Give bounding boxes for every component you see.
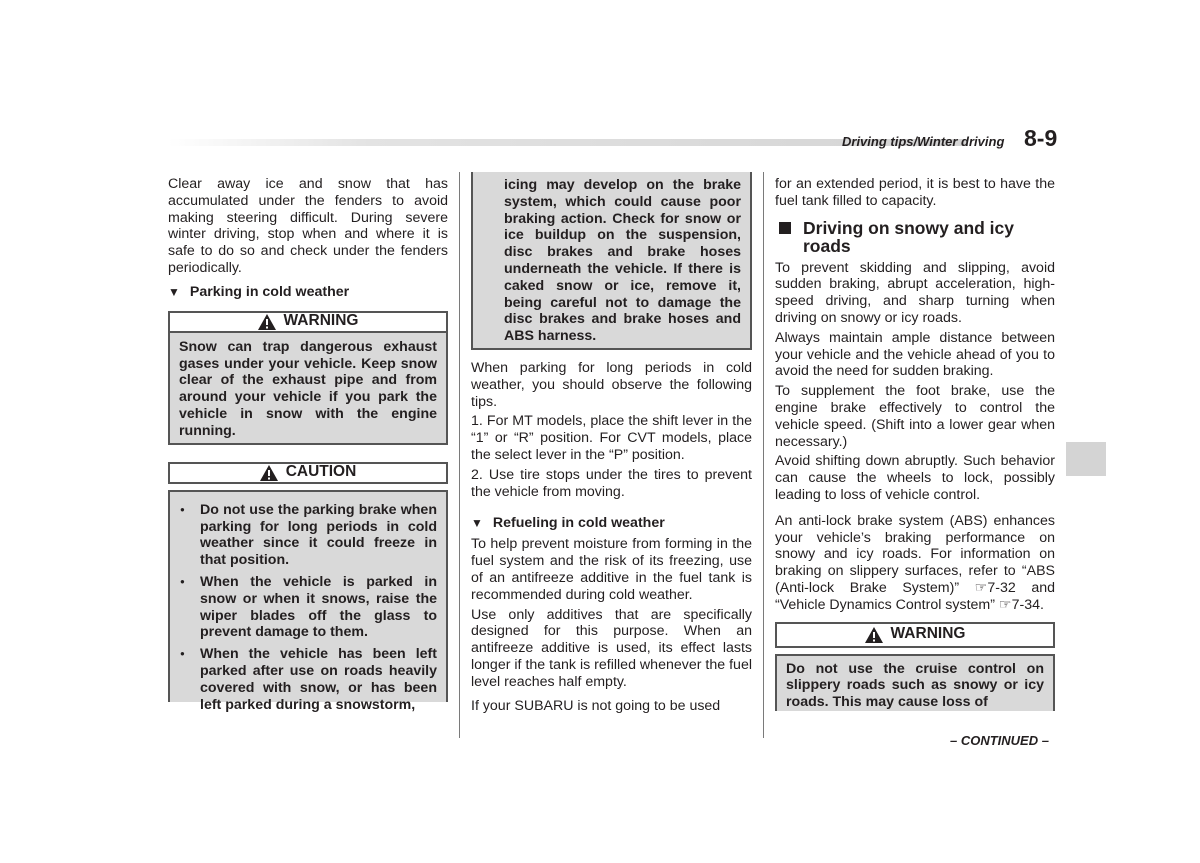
warning-label: WARNING (283, 312, 359, 330)
column-divider (459, 172, 460, 738)
warning-box (168, 311, 448, 445)
snowy-paragraph-4: Avoid shifting down abruptly. Such behavior can cause the wheels to lock, possibly leading to loss of vehicle control. (775, 453, 1055, 503)
triangle-down-icon: ▼ (168, 284, 180, 299)
page-number: 8-9 (1024, 125, 1058, 151)
continued-label: – CONTINUED – (950, 733, 1049, 748)
triangle-down-icon: ▼ (471, 516, 483, 531)
warning-body: Do not use the cruise control on slippery roads such as snowy or icy roads. This may cause loss of (775, 654, 1055, 711)
section-title-header: Driving tips/Winter driving (842, 134, 1005, 149)
tip-2: 2. Use tire stops under the tires to prevent the vehicle from moving. (471, 466, 752, 500)
column-3 (775, 176, 1055, 711)
warning-body: Snow can trap dangerous exhaust gases under your vehicle. Keep snow clear of the exhaust pipe and from around your vehicle if you park the vehicle in snow with the engine running. (168, 333, 448, 445)
column-1 (168, 176, 448, 713)
storage-paragraph: If your SUBARU is not going to be used (471, 697, 721, 714)
column-2 (471, 172, 752, 714)
caution-header (168, 462, 448, 484)
refueling-subheading: ▼ Refueling in cold weather (471, 515, 665, 532)
caution-body (168, 490, 448, 713)
warning-icon (865, 627, 883, 643)
fuel-tank-paragraph: for an extended period, it is best to have the fuel tank filled to capacity. (775, 176, 1055, 209)
caution-continued-body: icing may develop on the brake system, which could cause poor braking action. Check for snow or ice buildup on the suspension, disc brakes and brake hoses underneath the vehicle. If there is caked snow or ice, remove it, being careful not to damage the disc brakes and brake hoses and ABS harness. (471, 172, 752, 350)
square-bullet-icon (779, 222, 791, 234)
warning-label: WARNING (890, 625, 966, 643)
parking-paragraph: When parking for long periods in cold weather, you should observe the following tips. (471, 360, 752, 410)
snowy-paragraph-1: To prevent skidding and slipping, avoid sudden braking, abrupt acceleration, high-speed driving, and sharp turning when driving on snowy or icy roads. (775, 259, 1055, 326)
caution-box (168, 462, 448, 713)
tip-1: 1. For MT models, place the shift lever in the “1” or “R” position. For CVT models, place the select lever in the “P” position. (471, 413, 752, 463)
list-item: ● When the vehicle has been left parked after use on roads heavily covered with snow, or has been left parked during a snowstorm, (179, 646, 437, 713)
caution-label: CAUTION (285, 463, 357, 481)
snowy-paragraph-2: Always maintain ample distance between your vehicle and the vehicle ahead of you to avoid the need for sudden braking. (775, 329, 1055, 380)
snowy-paragraph-3: To supplement the foot brake, use the engine brake effectively to control the vehicle speed. (Shift into a lower gear when necessary.) (775, 383, 1055, 450)
parking-subheading: ▼ Parking in cold weather (168, 283, 350, 300)
warning-header (168, 311, 448, 333)
intro-paragraph: Clear away ice and snow that has accumulated under the fenders to avoid making steering difficult. During severe winter driving, stop when and where it is safe to do so and check under the fenders periodically. (168, 176, 448, 276)
chapter-thumb-tab (1066, 442, 1106, 476)
caution-icon (260, 465, 278, 481)
warning-header (775, 622, 1055, 648)
refueling-paragraph-1: To help prevent moisture from forming in the fuel system and the risk of its freezing, use of an antifreeze additive in the fuel tank is recommended during cold weather. (471, 536, 752, 603)
caution-list (179, 502, 437, 714)
abs-paragraph: An anti-lock brake system (ABS) enhances your vehicle’s braking performance on snowy and icy roads. For information on braking on slippery surfaces, refer to “ABS (Anti-lock Brake System)” ☞7-32 and “Vehicle Dynamics Control system” ☞7-34. (775, 512, 1055, 613)
column-divider (763, 172, 764, 738)
warning-icon (258, 314, 276, 330)
refueling-paragraph-2: Use only additives that are specifically designed for this purpose. When an antifreeze additive is used, its effect lasts longer if the tank is refilled whenever the fuel level reaches half empty. (471, 606, 752, 690)
warning-box-2 (775, 622, 1055, 711)
list-item: ● Do not use the parking brake when parking for long periods in cold weather since it could freeze in that position. (179, 502, 437, 569)
snowy-roads-heading: Driving on snowy and icy roads (775, 219, 1055, 255)
list-item: ● When the vehicle is parked in snow or when it snows, raise the wiper blades off the glass to prevent damage to them. (179, 574, 437, 641)
